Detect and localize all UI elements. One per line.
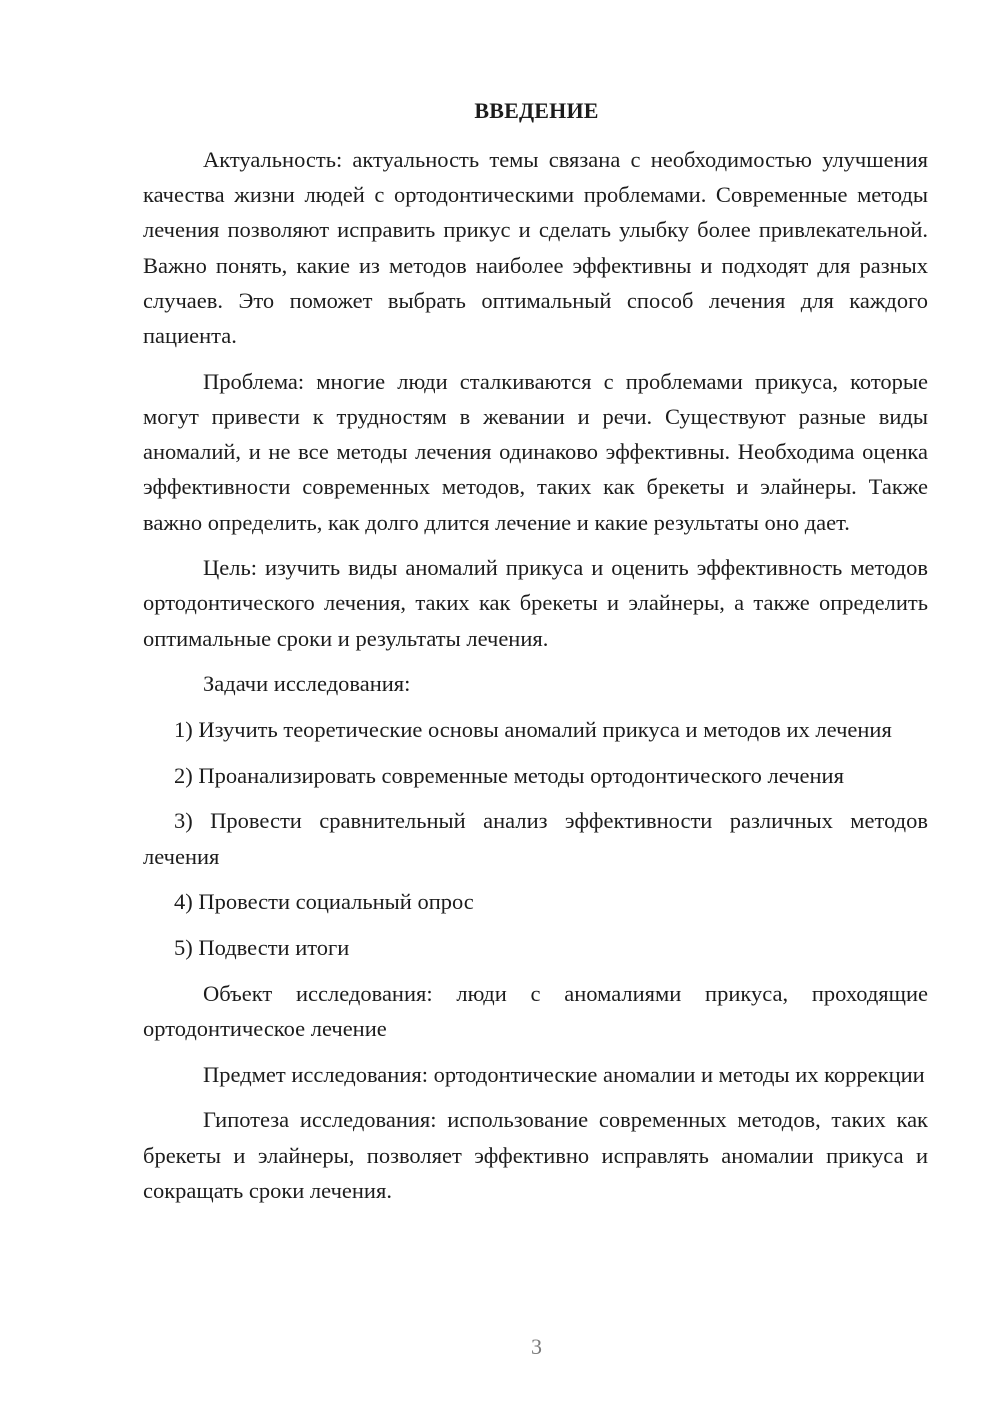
task-list-item: 1) Изучить теоретические основы аномалий прикуса и методов их лечения (174, 717, 892, 743)
page-title: ВВЕДЕНИЕ (474, 98, 599, 123)
paragraph-problem: Проблема: многие люди сталкиваются с проблемами прикуса, которые могут привести к трудностям в жевании и речи. Существуют разные виды аномалий, и не все методы лечения одинаково эффективны. Необходима оценка эффективности современных методов, таких как брекеты и элайнеры. Также важно определить, как долго длится лечение и какие результаты оно дает. (143, 368, 928, 535)
task-list-item: 2) Проанализировать современные методы ортодонтического лечения (174, 762, 844, 788)
paragraph-tasks-heading: Задачи исследования: (203, 671, 411, 697)
document-body (143, 142, 928, 1218)
paragraph-object: Объект исследования: люди с аномалиями прикуса, проходящие ортодонтическое лечение (143, 980, 928, 1041)
paragraph-goal: Цель: изучить виды аномалий прикуса и оценить эффективность методов ортодонтического лечения, таких как брекеты и элайнеры, а также определить оптимальные сроки и результаты лечения. (143, 555, 928, 651)
task-list-item: 3) Провести сравнительный анализ эффективности различных методов лечения (143, 808, 928, 869)
paragraph-relevance: Актуальность: актуальность темы связана с необходимостью улучшения качества жизни людей с ортодонтическими проблемами. Современные методы лечения позволяют исправить прикус и сделать улыбку более привлекательной. Важно понять, какие из методов наиболее эффективны и подходят для разных случаев. Это поможет выбрать оптимальный способ лечения для каждого пациента. (143, 147, 928, 349)
task-list-item: 4) Провести социальный опрос (174, 889, 474, 915)
paragraph-hypothesis: Гипотеза исследования: использование современных методов, таких как брекеты и элайнеры, позволяет эффективно исправлять аномалии прикуса и сокращать сроки лечения. (143, 1107, 928, 1203)
task-list-item: 5) Подвести итоги (174, 935, 350, 961)
paragraph-subject: Предмет исследования: ортодонтические аномалии и методы их коррекции (203, 1061, 925, 1087)
page-number: 3 (531, 1334, 542, 1359)
